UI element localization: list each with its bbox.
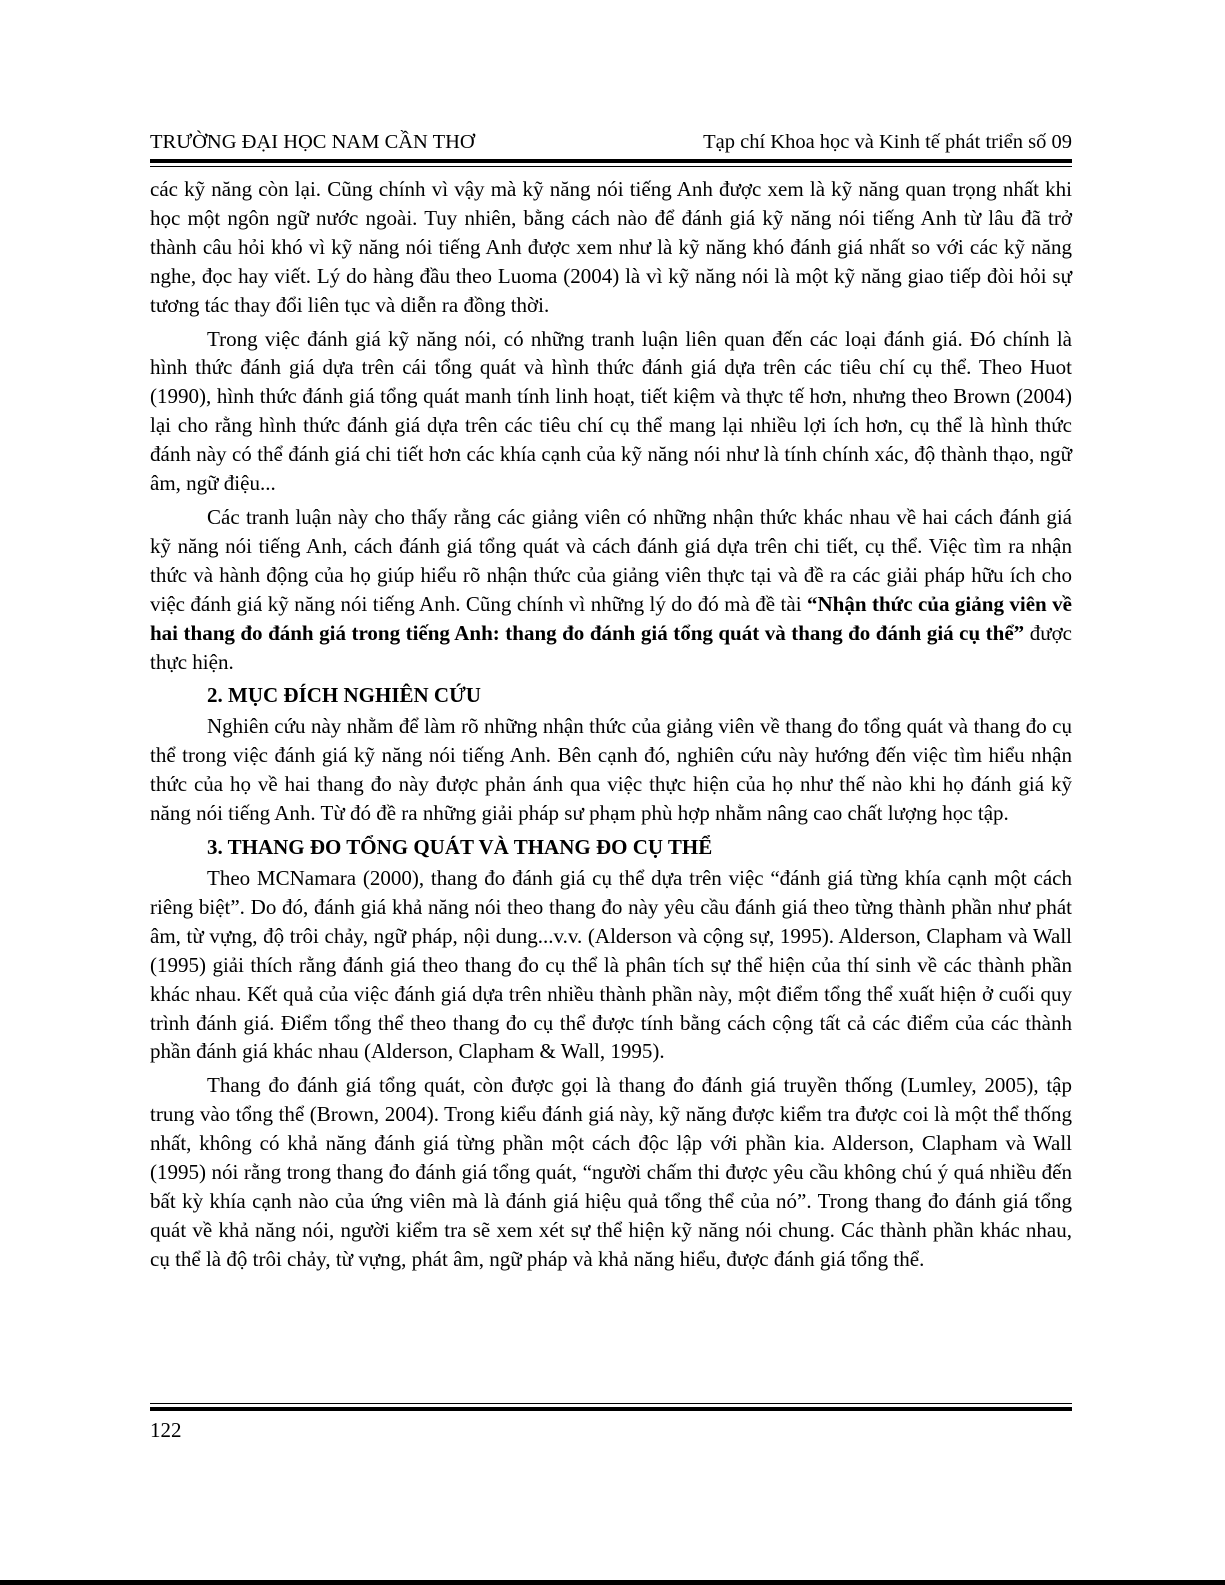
header-journal: Tạp chí Khoa học và Kinh tế phát triển số 09	[703, 131, 1072, 153]
running-header	[150, 128, 1072, 154]
page-footer	[150, 1403, 1072, 1443]
paragraph-1: các kỹ năng còn lại. Cũng chính vì vậy mà kỹ năng nói tiếng Anh được xem là kỹ năng quan trọng nhất khi học một ngôn ngữ nước ngoài. Tuy nhiên, bằng cách nào để đánh giá kỹ năng nói tiếng Anh từ lâu đã trở thành câu hỏi khó vì kỹ năng nói tiếng Anh được xem như là kỹ năng khó đánh giá nhất so với các kỹ năng nghe, đọc hay viết. Lý do hàng đầu theo Luoma (2004) là vì kỹ năng nói là một kỹ năng giao tiếp đòi hỏi sự tương tác thay đổi liên tục và diễn ra đồng thời.	[150, 177, 1072, 317]
scan-bottom-edge	[0, 1580, 1225, 1585]
paragraph-5: Theo MCNamara (2000), thang đo đánh giá cụ thể dựa trên việc “đánh giá từng khía cạnh một cách riêng biệt”. Do đó, đánh giá khả năng nói theo thang đo này yêu cầu đánh giá theo từng thành phần như phát âm, từ vựng, độ trôi chảy, ngữ pháp, nội dung...v.v. (Alderson và cộng sự, 1995). Alderson, Clapham và Wall (1995) giải thích rằng đánh giá theo thang đo cụ thể là phân tích sự thể hiện của thí sinh về các thành phần khác nhau. Kết quả của việc đánh giá dựa trên nhiều thành phần này, một điểm tổng thể xuất hiện ở cuối quy trình đánh giá. Điểm tổng thể theo thang đo cụ thể được tính bằng cách cộng tất cả các điểm của các thành phần đánh giá khác nhau (Alderson, Clapham & Wall, 1995).	[150, 866, 1072, 1064]
paragraph-3-end: được thực hiện.	[150, 620, 1073, 674]
footer-rule	[150, 1403, 1072, 1411]
header-university: TRƯỜNG ĐẠI HỌC NAM CẦN THƠ	[150, 131, 475, 153]
research-title: “Nhận thức của giảng viên về hai thang đo đánh giá trong tiếng Anh: thang đo đánh giá tổng quát và thang đo đánh giá cụ thể”	[150, 591, 1072, 645]
page-number: 122	[150, 1418, 182, 1442]
paragraph-2: Trong việc đánh giá kỹ năng nói, có những tranh luận liên quan đến các loại đánh giá. Đó chính là hình thức đánh giá dựa trên cái tổng quát và hình thức đánh giá dựa trên các tiêu chí cụ thể. Theo Huot (1990), hình thức đánh giá tổng quát manh tính linh hoạt, tiết kiệm và thực tế hơn, nhưng theo Brown (2004) lại cho rằng hình thức đánh giá dựa trên các tiêu chí cụ thể mang lại nhiều lợi ích hơn, cụ thể là hình thức đánh này có thể đánh giá chi tiết hơn các khía cạnh của kỹ năng nói như là tính chính xác, độ thành thạo, ngữ âm, ngữ điệu...	[150, 326, 1072, 496]
document-page	[150, 128, 1072, 1279]
paragraph-3-text: Các tranh luận này cho thấy rằng các giảng viên có những nhận thức khác nhau về hai cách đánh giá kỹ năng nói tiếng Anh, cách đánh giá tổng quát và cách đánh giá dựa trên chi tiết, cụ thể. Việc tìm ra nhận thức và hành động của họ giúp hiểu rõ nhận thức của giảng viên thực tại và đề ra các giải pháp hữu ích cho việc đánh giá kỹ năng nói tiếng Anh. Cũng chính vì những lý do đó mà đề tài	[150, 504, 1072, 616]
header-rule	[150, 159, 1072, 167]
section-heading-2: 2. MỤC ĐÍCH NGHIÊN CỨU	[207, 683, 481, 708]
article-body	[150, 175, 1072, 1274]
section-heading-3: 3. THANG ĐO TỔNG QUÁT VÀ THANG ĐO CỤ THỂ	[207, 835, 713, 860]
paragraph-3	[150, 503, 1072, 676]
paragraph-6: Thang đo đánh giá tổng quát, còn được gọi là thang đo đánh giá truyền thống (Lumley, 2005), tập trung vào tổng thể (Brown, 2004). Trong kiểu đánh giá này, kỹ năng được kiểm tra được coi là một thể thống nhất, không có khả năng đánh giá từng phần một cách độc lập với phần kia. Alderson, Clapham và Wall (1995) nói rằng trong thang đo đánh giá tổng quát, “người chấm thi được yêu cầu không chú ý quá nhiều đến bất kỳ khía cạnh nào của ứng viên mà là đánh giá hiệu quả tổng thể của nó”. Trong thang đo đánh giá tổng quát về khả năng nói, người kiểm tra sẽ xem xét sự thể hiện kỹ năng nói chung. Các thành phần khác nhau, cụ thể là độ trôi chảy, từ vựng, phát âm, ngữ pháp và khả năng hiểu, được đánh giá tổng thể.	[150, 1073, 1072, 1271]
paragraph-4: Nghiên cứu này nhằm để làm rõ những nhận thức của giảng viên về thang đo tổng quát và thang đo cụ thể trong việc đánh giá kỹ năng nói tiếng Anh. Bên cạnh đó, nghiên cứu này hướng đến việc tìm hiểu nhận thức của họ về hai thang đo này được phản ánh qua việc thực hiện của họ như thế nào khi họ đánh giá kỹ năng nói tiếng Anh. Từ đó đề ra những giải pháp sư phạm phù hợp nhằm nâng cao chất lượng học tập.	[150, 714, 1072, 826]
